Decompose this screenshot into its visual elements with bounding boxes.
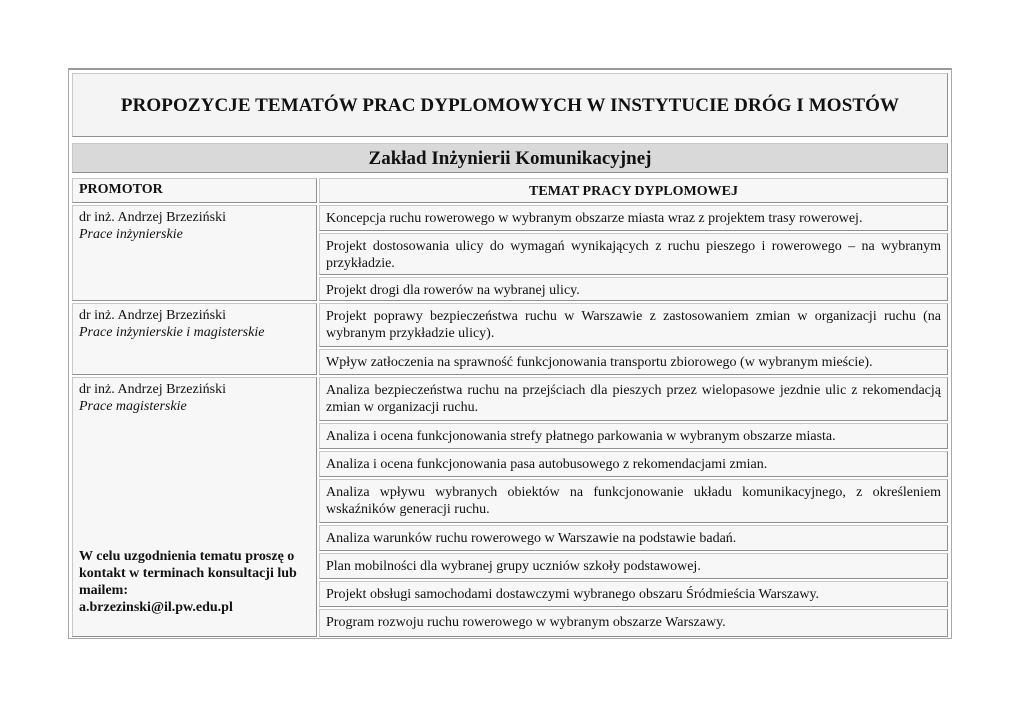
contact-text: W celu uzgodnienia tematu proszę o kontakt w terminach konsultacji lub mailem: — [79, 549, 297, 598]
promotor-name: dr inż. Andrzej Brzeziński — [79, 382, 226, 397]
topic-row: Program rozwoju ruchu rowerowego w wybranym obszarze Warszawy. — [319, 609, 948, 637]
topic-row: Projekt drogi dla rowerów na wybranej ulicy. — [319, 277, 948, 301]
topic-row: Analiza warunków ruchu rowerowego w Warszawie na podstawie badań. — [319, 525, 948, 551]
promotor-cell — [72, 303, 317, 375]
contact-email[interactable]: a.brzezinski@il.pw.edu.pl — [79, 600, 233, 615]
promotor-cell — [72, 205, 317, 301]
topic-row: Analiza i ocena funkcjonowania strefy płatnego parkowania w wybranym obszarze miasta. — [319, 423, 948, 449]
topic-row: Plan mobilności dla wybranej grupy uczniów szkoły podstawowej. — [319, 553, 948, 579]
thesis-kind: Prace inżynierskie — [79, 227, 183, 242]
topic-row: Projekt poprawy bezpieczeństwa ruchu w Warszawie z zastosowaniem zmian w organizacji ruchu (na wybranym przykładzie ulicy). — [319, 303, 948, 347]
topic-row: Analiza wpływu wybranych obiektów na funkcjonowanie układu komunikacyjnego, z określeniem wskaźników generacji ruchu. — [319, 479, 948, 523]
topic-row: Analiza i ocena funkcjonowania pasa autobusowego z rekomendacjami zmian. — [319, 451, 948, 477]
topics-table — [68, 68, 952, 639]
topic-row: Analiza bezpieczeństwa ruchu na przejściach dla pieszych przez wielopasowe jezdnie ulic z rekomendacją zmian w organizacji ruchu. — [319, 377, 948, 421]
department-heading: Zakład Inżynierii Komunikacyjnej — [72, 143, 948, 173]
topic-row: Wpływ zatłoczenia na sprawność funkcjonowania transportu zbiorowego (w wybranym mieście). — [319, 349, 948, 375]
topic-row: Projekt obsługi samochodami dostawczymi wybranego obszaru Śródmieścia Warszawy. — [319, 581, 948, 607]
topic-row: Projekt dostosowania ulicy do wymagań wynikających z ruchu pieszego i rowerowego – na wybranym przykładzie. — [319, 233, 948, 275]
page-title: PROPOZYCJE TEMATÓW PRAC DYPLOMOWYCH W INSTYTUCIE DRÓG I MOSTÓW — [72, 73, 948, 137]
contact-note — [79, 548, 309, 616]
thesis-kind: Prace inżynierskie i magisterskie — [79, 325, 265, 340]
promotor-name: dr inż. Andrzej Brzeziński — [79, 210, 226, 225]
topic-row: Koncepcja ruchu rowerowego w wybranym obszarze miasta wraz z projektem trasy rowerowej. — [319, 205, 948, 231]
column-header-topic: TEMAT PRACY DYPLOMOWEJ — [319, 178, 948, 203]
promotor-name: dr inż. Andrzej Brzeziński — [79, 308, 226, 323]
column-header-promotor: PROMOTOR — [72, 178, 317, 203]
thesis-kind: Prace magisterskie — [79, 399, 187, 414]
